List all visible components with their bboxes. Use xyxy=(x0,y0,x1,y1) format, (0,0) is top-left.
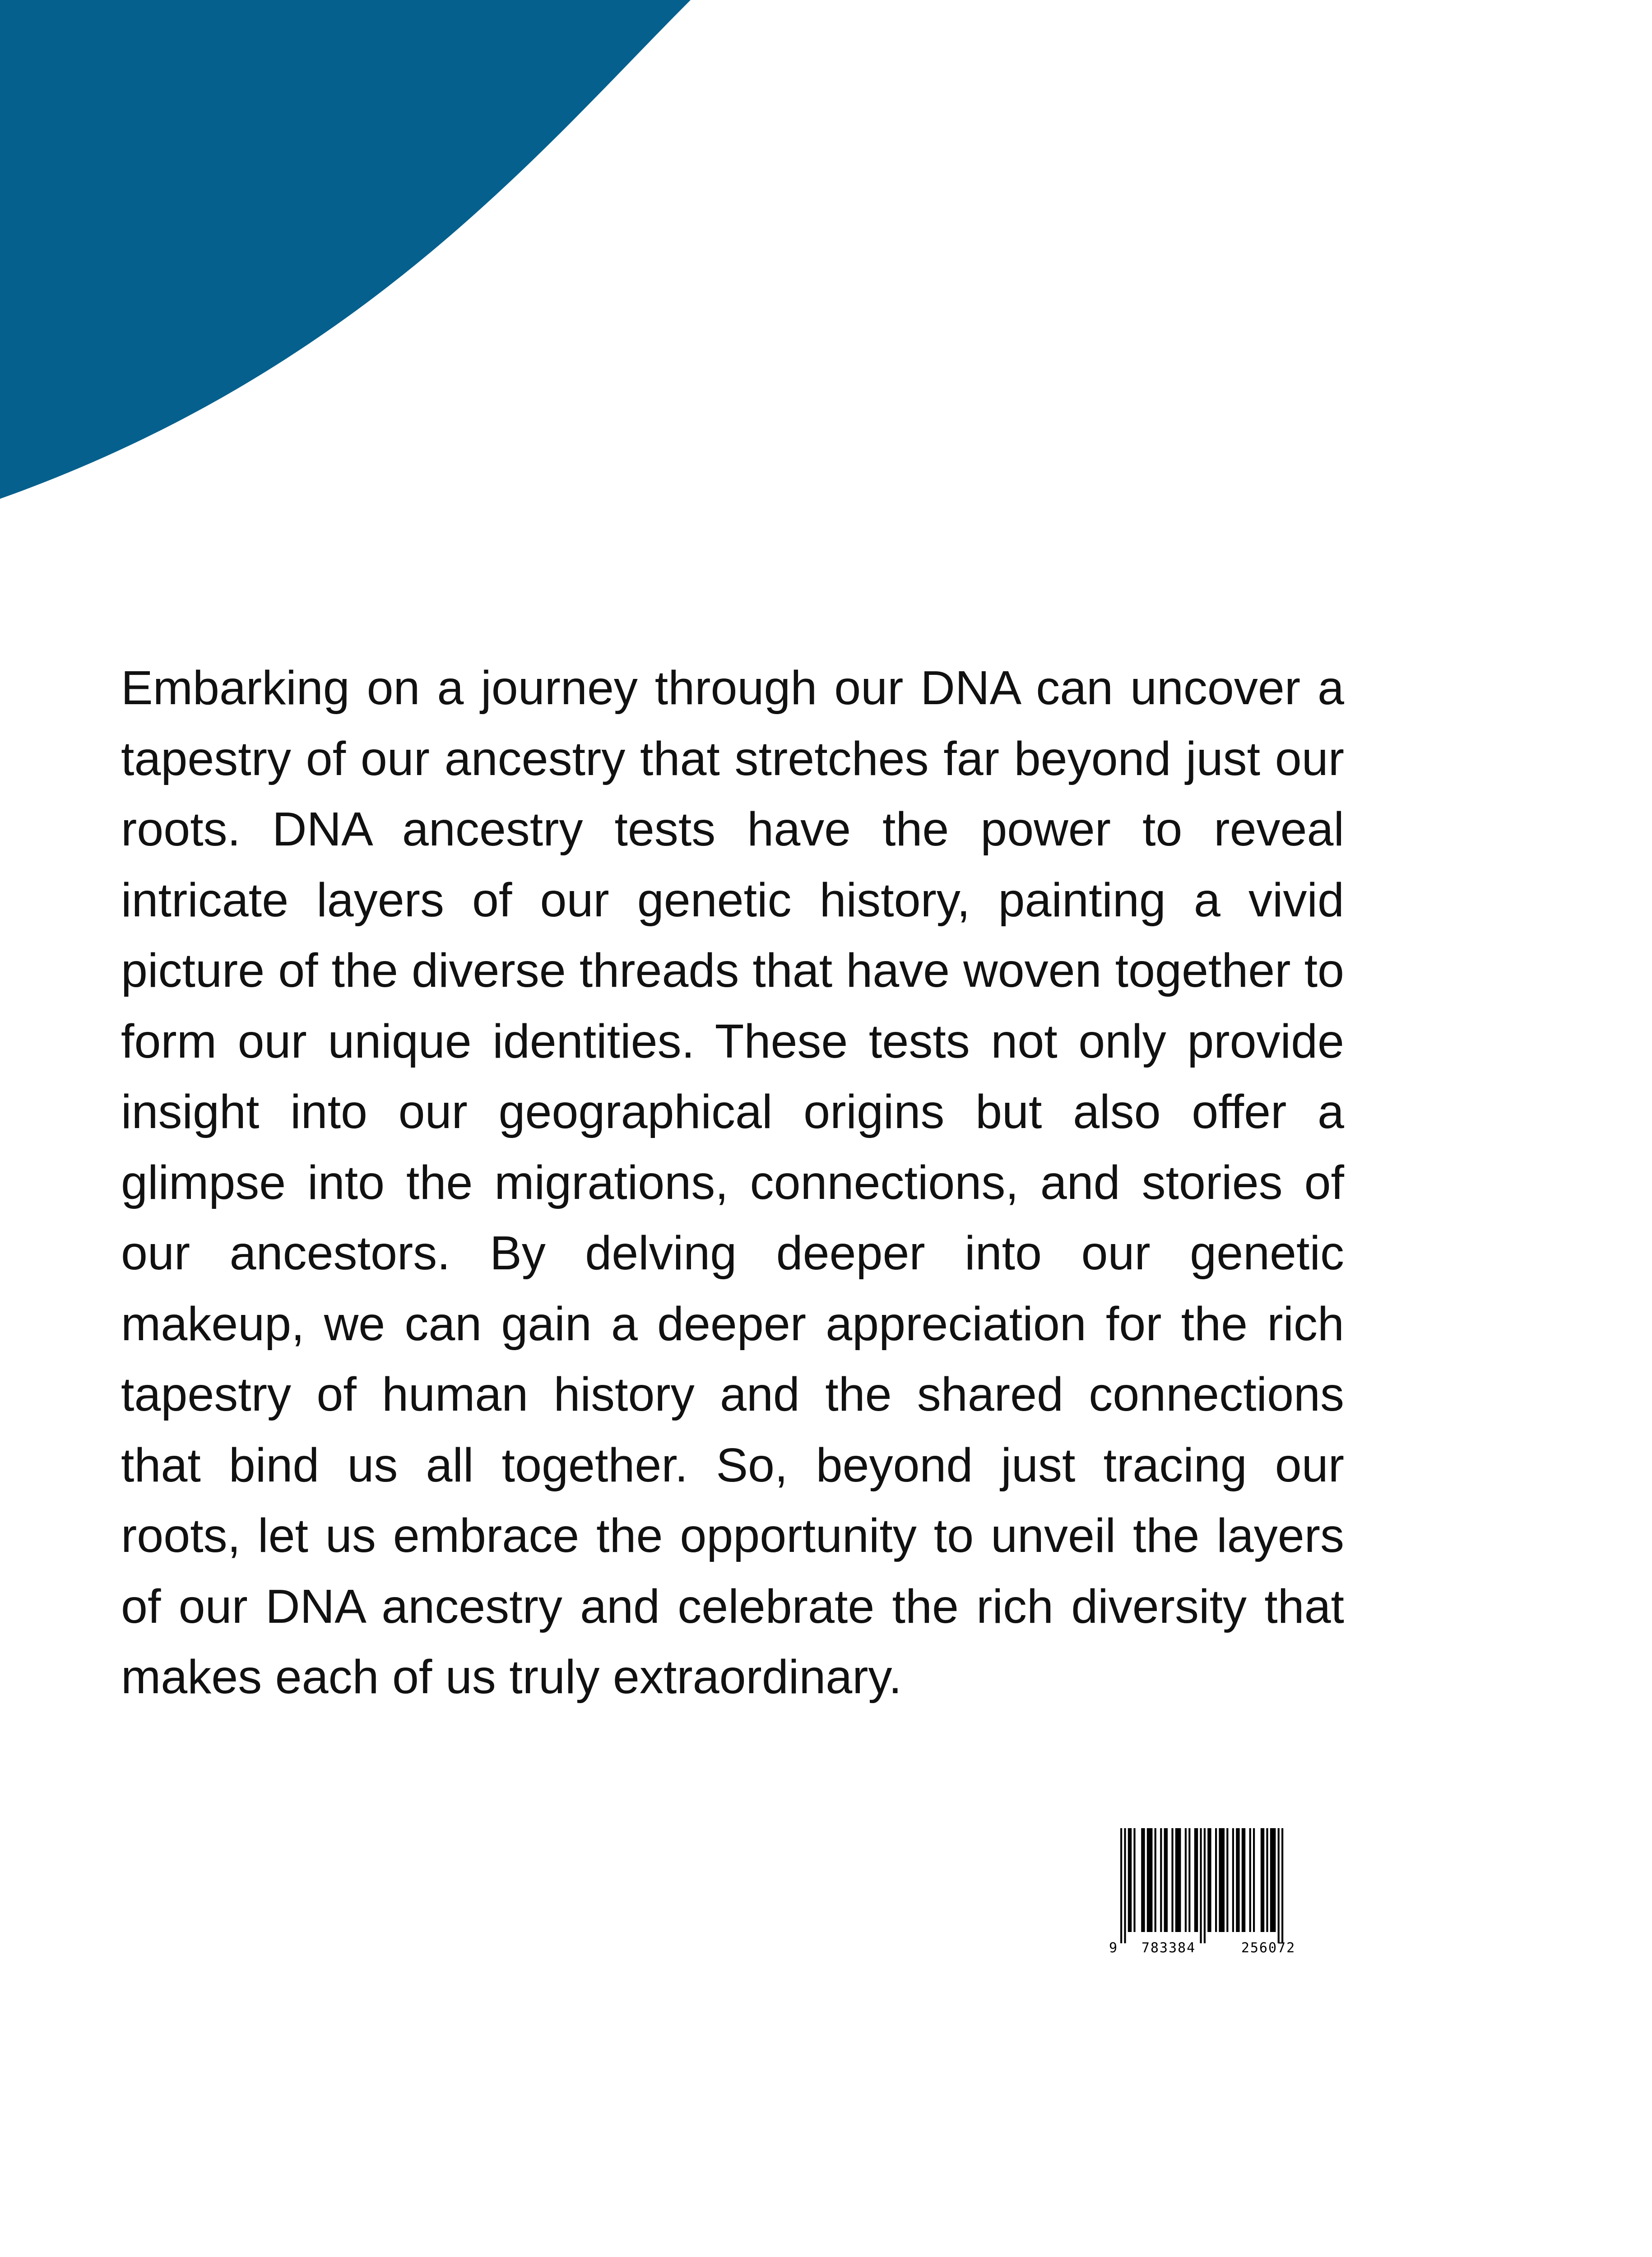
barcode-guard-bar xyxy=(1200,1828,1202,1943)
barcode-bar xyxy=(1219,1828,1225,1932)
corner-swoosh-shape xyxy=(0,0,691,499)
barcode-bar xyxy=(1164,1828,1168,1932)
back-cover-blurb: Embarking on a journey through our DNA can uncover a tapestry of our ancestry that stretches far beyond just our roots. DNA ancestry tests have the power to reveal intricate layers of our genetic history, painting a vivid picture of the diverse threads that have woven together to form our unique identities. These tests not only provide insight into our geographical origins but also offer a glimpse into the migrations, connections, and stories of our ancestors. By delving deeper into our genetic makeup, we can gain a deeper appreciation for the rich tapestry of human history and the shared connections that bind us all together. So, beyond just tracing our roots, let us embrace the opportunity to unveil the layers of our DNA ancestry and celebrate the rich diversity that makes each of us truly extraordinary. xyxy=(121,661,1344,1704)
isbn-barcode xyxy=(1105,1824,1331,1959)
barcode-guard-bar xyxy=(1124,1828,1126,1943)
barcode-bar xyxy=(1185,1828,1187,1932)
barcode-lead-digit: 9 xyxy=(1109,1940,1118,1956)
barcode-bar xyxy=(1207,1828,1211,1932)
barcode-bar xyxy=(1133,1828,1135,1932)
barcode-bars xyxy=(1120,1828,1283,1943)
barcode-right-digits: 256072 xyxy=(1241,1940,1296,1956)
barcode-guard-bar xyxy=(1120,1828,1122,1943)
barcode-guard-bar xyxy=(1281,1828,1283,1943)
barcode-left-digits: 783384 xyxy=(1141,1940,1196,1956)
barcode-bar xyxy=(1270,1828,1276,1932)
barcode-bar xyxy=(1160,1828,1162,1932)
barcode-bar xyxy=(1188,1828,1190,1932)
barcode-bar xyxy=(1128,1828,1132,1932)
barcode-bar xyxy=(1194,1828,1198,1932)
barcode-bar xyxy=(1155,1828,1156,1932)
barcode-bar xyxy=(1226,1828,1228,1932)
barcode-bar xyxy=(1215,1828,1217,1932)
barcode-bar xyxy=(1261,1828,1264,1932)
barcode-guard-bar xyxy=(1204,1828,1206,1943)
barcode-guard-bar xyxy=(1278,1828,1280,1943)
barcode-bar xyxy=(1171,1828,1173,1932)
barcode-bar xyxy=(1253,1828,1255,1932)
barcode-bar xyxy=(1232,1828,1234,1932)
barcode-bar xyxy=(1249,1828,1251,1932)
barcode-bar xyxy=(1147,1828,1153,1932)
barcode-bar xyxy=(1242,1828,1245,1932)
barcode-bar xyxy=(1266,1828,1268,1932)
barcode-bar xyxy=(1175,1828,1181,1932)
corner-swoosh-decoration xyxy=(0,0,722,519)
barcode-bar xyxy=(1236,1828,1239,1932)
barcode-bar xyxy=(1141,1828,1145,1932)
